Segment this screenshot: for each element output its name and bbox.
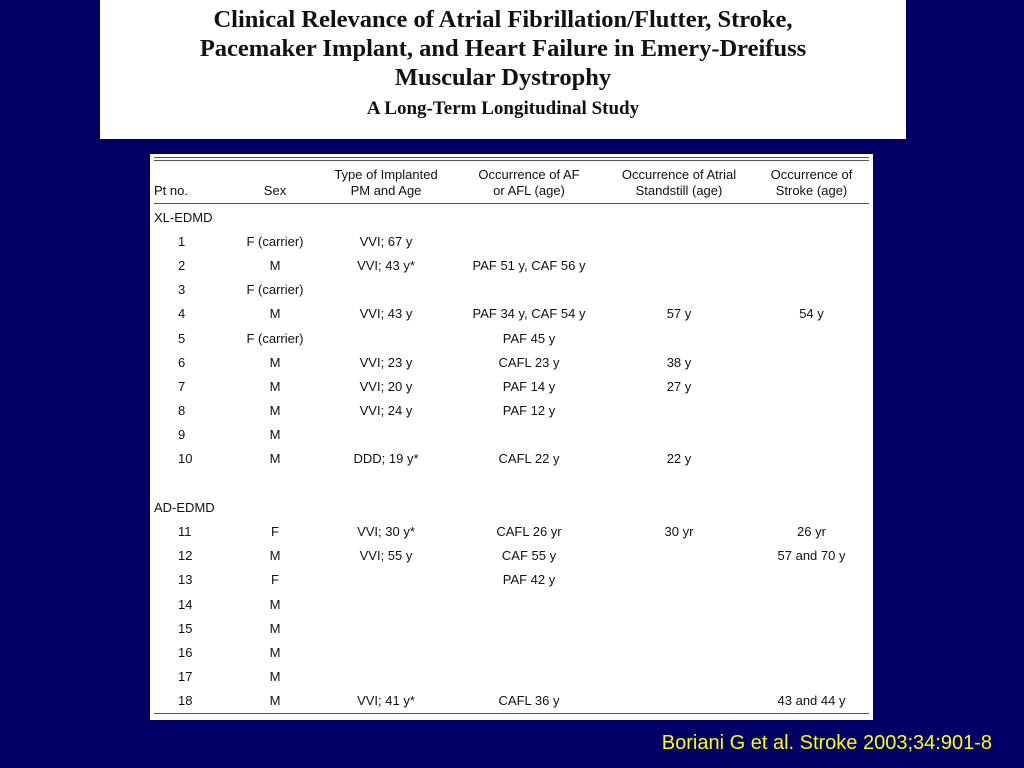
cell-pt: 13 — [178, 572, 193, 588]
cell-af: PAF 14 y — [502, 378, 556, 394]
table-row — [154, 350, 869, 374]
cell-pm: DDD; 19 y* — [353, 451, 419, 467]
column-header-3 — [318, 161, 454, 204]
title-line-2: Pacemaker Implant, and Heart Failure in Emery-Dreifuss — [199, 35, 807, 62]
cell-standstill — [604, 278, 754, 302]
cell-standstill — [604, 326, 754, 350]
cell-af: CAFL 23 y — [498, 354, 560, 370]
cell-standstill — [604, 616, 754, 640]
cell-standstill: 38 y — [666, 354, 692, 370]
cell-sex: M — [269, 306, 281, 322]
cell-sex: M — [269, 693, 281, 709]
table-row — [154, 592, 869, 616]
cell-pm — [318, 568, 454, 592]
cell-sex: M — [269, 644, 281, 660]
column-header-1 — [154, 161, 232, 204]
cell-pm: VVI; 30 y* — [357, 524, 415, 540]
cell-standstill — [604, 592, 754, 616]
cell-stroke: 57 and 70 y — [777, 548, 846, 564]
cell-pt: 17 — [178, 669, 193, 685]
cell-sex: M — [269, 620, 281, 636]
column-header-line-1: Occurrence of AF — [478, 167, 580, 182]
cell-pt: 10 — [178, 451, 193, 467]
cell-sex: M — [269, 669, 281, 685]
group-row — [154, 495, 869, 519]
cell-pt: 4 — [178, 306, 186, 322]
cell-standstill — [604, 640, 754, 664]
cell-pt: 16 — [178, 644, 193, 660]
cell-stroke — [754, 374, 869, 398]
citation: Boriani G et al. Stroke 2003;34:901-8 — [661, 732, 992, 754]
cell-sex: M — [269, 403, 281, 419]
cell-stroke — [754, 592, 869, 616]
cell-af — [454, 278, 604, 302]
cell-af — [454, 616, 604, 640]
cell-pm — [318, 640, 454, 664]
cell-pm — [318, 278, 454, 302]
cell-standstill — [604, 253, 754, 277]
table-row — [154, 689, 869, 713]
cell-stroke — [754, 399, 869, 423]
cell-af — [454, 665, 604, 689]
column-header-line-2: Pt no. — [154, 183, 188, 198]
table-row — [154, 423, 869, 447]
cell-sex: M — [269, 378, 281, 394]
cell-sex: M — [269, 427, 281, 443]
cell-sex: M — [269, 548, 281, 564]
cell-standstill — [604, 423, 754, 447]
cell-standstill — [604, 689, 754, 713]
cell-pm: VVI; 55 y — [359, 548, 413, 564]
cell-stroke — [754, 447, 869, 471]
cell-stroke — [754, 253, 869, 277]
cell-pt: 8 — [178, 403, 186, 419]
subtitle: A Long-Term Longitudinal Study — [366, 98, 640, 119]
column-header-line-1: Occurrence of Atrial — [621, 167, 737, 182]
cell-sex: F (carrier) — [246, 282, 304, 298]
cell-af: PAF 34 y, CAF 54 y — [472, 306, 586, 322]
cell-pt: 18 — [178, 693, 193, 709]
table-row — [154, 519, 869, 543]
cell-af — [454, 592, 604, 616]
cell-af: CAF 55 y — [501, 548, 557, 564]
cell-pm: VVI; 43 y* — [357, 257, 415, 273]
cell-stroke — [754, 640, 869, 664]
cell-af: PAF 51 y, CAF 56 y — [472, 257, 586, 273]
cell-stroke — [754, 229, 869, 253]
cell-sex: M — [269, 596, 281, 612]
cell-sex: F — [271, 524, 279, 540]
cell-af — [454, 640, 604, 664]
group-row — [154, 205, 869, 229]
cell-standstill — [604, 229, 754, 253]
table-row — [154, 374, 869, 398]
cell-af: CAFL 36 y — [498, 693, 560, 709]
cell-stroke: 54 y — [799, 306, 824, 322]
cell-pm: VVI; 41 y* — [357, 693, 415, 709]
cell-pm: VVI; 67 y — [359, 233, 413, 249]
cell-stroke — [754, 326, 869, 350]
table-row — [154, 302, 869, 326]
cell-standstill — [604, 665, 754, 689]
cell-pm — [318, 423, 454, 447]
cell-stroke — [754, 616, 869, 640]
cell-standstill: 57 y — [666, 306, 692, 322]
cell-standstill — [604, 399, 754, 423]
cell-pt: 15 — [178, 620, 193, 636]
column-header-line-2: Standstill (age) — [635, 183, 723, 198]
table-row — [154, 640, 869, 664]
cell-standstill: 22 y — [666, 451, 692, 467]
table-row — [154, 253, 869, 277]
spacer-row — [154, 471, 869, 495]
cell-standstill: 27 y — [666, 378, 692, 394]
cell-pt: 2 — [178, 257, 186, 273]
spacer-cell — [154, 471, 869, 495]
cell-pt: 12 — [178, 548, 193, 564]
column-header-line-2: Stroke (age) — [775, 183, 848, 198]
column-header-line-2: PM and Age — [350, 183, 422, 198]
table-row — [154, 616, 869, 640]
cell-pt: 9 — [178, 427, 186, 443]
cell-pm: VVI; 20 y — [359, 378, 413, 394]
title-line-1: Clinical Relevance of Atrial Fibrillation/Flutter, Stroke, — [213, 6, 793, 33]
title-box — [100, 0, 906, 139]
cell-stroke: 26 yr — [797, 524, 826, 540]
cell-stroke: 43 and 44 y — [777, 693, 846, 709]
cell-pm: VVI; 43 y — [359, 306, 413, 322]
cell-sex: F (carrier) — [246, 233, 304, 249]
cell-stroke — [754, 568, 869, 592]
group-label: AD-EDMD — [154, 499, 215, 515]
cell-pm: VVI; 23 y — [359, 354, 413, 370]
cell-pt: 14 — [178, 596, 193, 612]
cell-standstill: 30 yr — [664, 524, 694, 540]
column-header-5 — [604, 161, 754, 204]
cell-stroke — [754, 423, 869, 447]
cell-pt: 1 — [178, 233, 186, 249]
column-header-line-1 — [232, 167, 318, 183]
cell-pt: 7 — [178, 378, 186, 394]
cell-sex: M — [269, 354, 281, 370]
column-header-2 — [232, 161, 318, 204]
column-header-line-1: Type of Implanted — [334, 167, 438, 182]
cell-pm — [318, 326, 454, 350]
cell-sex: F (carrier) — [246, 330, 304, 346]
column-header-6 — [754, 161, 869, 204]
table-row — [154, 278, 869, 302]
cell-af: PAF 12 y — [502, 403, 556, 419]
cell-af — [454, 229, 604, 253]
column-header-line-1 — [154, 167, 232, 183]
column-header-line-2: or AFL (age) — [493, 183, 565, 198]
cell-pm — [318, 592, 454, 616]
cell-af: PAF 42 y — [502, 572, 556, 588]
cell-pt: 6 — [178, 354, 186, 370]
cell-standstill — [604, 568, 754, 592]
cell-pm — [318, 616, 454, 640]
cell-sex: M — [269, 451, 281, 467]
column-header-line-2: Sex — [263, 183, 287, 198]
table-row — [154, 544, 869, 568]
cell-pm: VVI; 24 y — [359, 403, 413, 419]
cell-af — [454, 423, 604, 447]
cell-standstill — [604, 544, 754, 568]
cell-stroke — [754, 278, 869, 302]
cell-pt: 3 — [178, 282, 186, 298]
table-row — [154, 568, 869, 592]
cell-pt: 11 — [178, 524, 192, 540]
cell-af: CAFL 22 y — [498, 451, 560, 467]
cell-sex: F — [271, 572, 279, 588]
table-row — [154, 447, 869, 471]
table-bottom-rule — [154, 713, 869, 714]
table-row — [154, 229, 869, 253]
data-table-panel — [150, 154, 873, 720]
table-row — [154, 399, 869, 423]
table-row — [154, 665, 869, 689]
cell-af: PAF 45 y — [502, 330, 556, 346]
cell-stroke — [754, 350, 869, 374]
cell-af: CAFL 26 yr — [496, 524, 562, 540]
table-body — [154, 205, 869, 713]
cell-sex: M — [269, 257, 281, 273]
column-header-line-1: Occurrence of — [770, 167, 853, 182]
table-header-row — [154, 161, 869, 204]
patient-table — [154, 161, 869, 713]
cell-stroke — [754, 665, 869, 689]
cell-pm — [318, 665, 454, 689]
cell-pt: 5 — [178, 330, 186, 346]
column-header-4 — [454, 161, 604, 204]
title-line-3: Muscular Dystrophy — [394, 64, 612, 91]
group-label: XL-EDMD — [154, 209, 213, 225]
table-row — [154, 326, 869, 350]
